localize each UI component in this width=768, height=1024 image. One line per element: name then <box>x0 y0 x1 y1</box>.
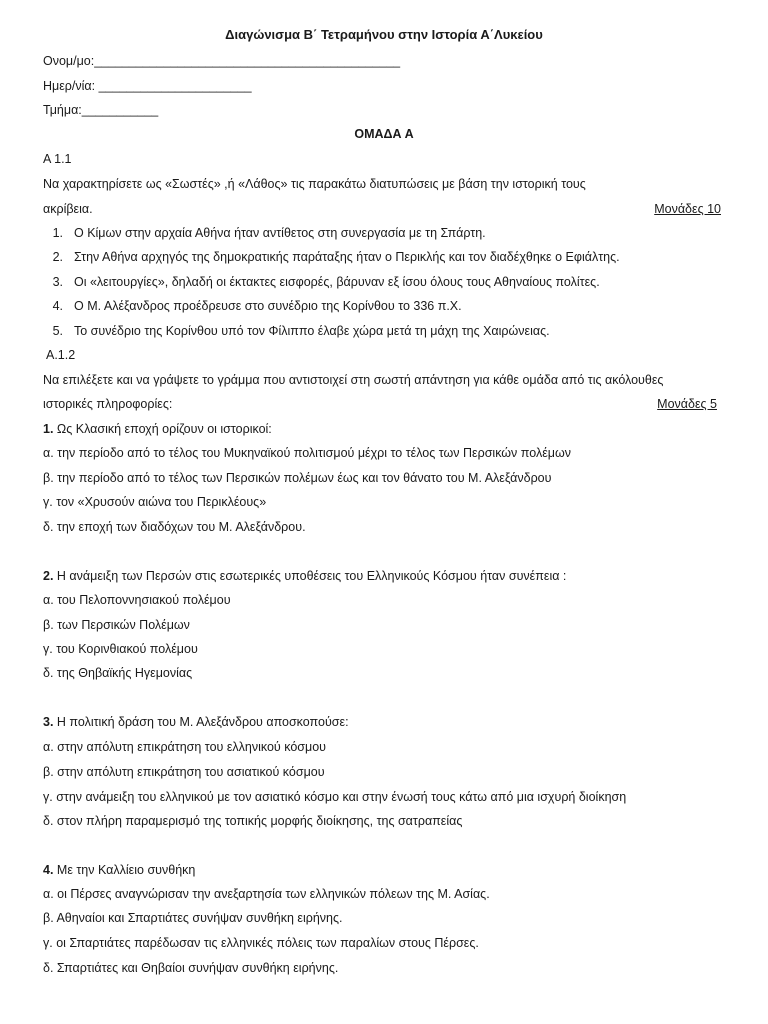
question-text: Με την Καλλίειο συνθήκη <box>53 863 196 877</box>
answer-option: δ. της Θηβαϊκής Ηγεμονίας <box>43 666 193 680</box>
item-text: Το συνέδριο της Κορίνθου υπό τον Φίλιππο έλαβε χώρα μετά τη μάχη της Χαιρώνειας. <box>74 324 550 338</box>
answer-option: α. την περίοδο από το τέλος του Μυκηναϊκού πολιτισμού μέχρι το τέλος των Περσικών πολέμων <box>43 446 571 460</box>
item-number: 5. <box>52 324 63 338</box>
item-number: 4. <box>52 299 63 313</box>
answer-option: γ. οι Σπαρτιάτες παρέδωσαν τις ελληνικές πόλεις των παραλίων στους Πέρσες. <box>43 936 479 950</box>
answer-option: δ. Σπαρτιάτες και Θηβαίοι συνήψαν συνθήκη ειρήνης. <box>43 961 339 975</box>
question-number: 4. <box>43 863 54 877</box>
answer-option: δ. την εποχή των διαδόχων του Μ. Αλεξάνδρου. <box>43 520 306 534</box>
answer-option: γ. τον «Χρυσούν αιώνα του Περικλέους» <box>43 495 267 509</box>
section-a11-label: Α 1.1 <box>43 152 72 166</box>
section-a12-instruction-line1: Να επιλέξετε και να γράψετε το γράμμα που αντιστοιχεί στη σωστή απάντηση για κάθε ομάδα από τις ακόλουθες <box>43 373 664 387</box>
group-heading: ΟΜΑΔΑ Α <box>354 127 414 141</box>
question-number: 2. <box>43 569 54 583</box>
item-text: Οι «λειτουργίες», δηλαδή οι έκτακτες εισφορές, βάρυναν εξ ίσου όλους τους Αθηναίους πολίτες. <box>74 275 600 289</box>
answer-option: β. την περίοδο από το τέλος των Περσικών πολέμων έως και τον θάνατο του Μ. Αλεξάνδρου <box>43 471 552 485</box>
answer-option: γ. του Κορινθιακού πολέμου <box>43 642 198 656</box>
section-a11-instruction-line2: ακρίβεια. <box>43 202 93 216</box>
item-number: 3. <box>52 275 63 289</box>
question-stem <box>43 862 195 878</box>
answer-option: β. στην απόλυτη επικράτηση του ασιατικού κόσμου <box>43 765 325 779</box>
section-a11-instruction-line1: Να χαρακτηρίσετε ως «Σωστές» ,ή «Λάθος» τις παρακάτω διατυπώσεις με βάση την ιστορική τους <box>43 177 586 191</box>
name-field: Ονομ/μο:____________________________________________ <box>43 54 401 68</box>
list-item <box>41 274 600 290</box>
question-number: 1. <box>43 422 54 436</box>
item-number: 2. <box>52 250 63 264</box>
question-stem <box>43 568 566 584</box>
item-text: Ο Μ. Αλέξανδρος προέδρευσε στο συνέδριο της Κορίνθου το 336 π.Χ. <box>74 299 462 313</box>
item-text: Στην Αθήνα αρχηγός της δημοκρατικής παράταξης ήταν ο Περικλής και τον διαδέχθηκε ο Εφιάλτης. <box>74 250 620 264</box>
answer-option: β. Αθηναίοι και Σπαρτιάτες συνήψαν συνθήκη ειρήνης. <box>43 911 343 925</box>
list-item <box>41 225 486 241</box>
question-text: Η ανάμειξη των Περσών στις εσωτερικές υποθέσεις του Ελληνικούς Κόσμου ήταν συνέπεια : <box>53 569 567 583</box>
question-text: Ως Κλασική εποχή ορίζουν οι ιστορικοί: <box>53 422 272 436</box>
answer-option: δ. στον πλήρη παραμερισμό της τοπικής μορφής διοίκησης, της σατραπείας <box>43 814 463 828</box>
section-a12-points: Μονάδες 5 <box>657 397 717 411</box>
answer-option: γ. στην ανάμειξη του ελληνικού με τον ασιατικό κόσμο και στην ένωσή τους κάτω από μια ισχυρή διοίκηση <box>43 790 627 804</box>
item-text: Ο Κίμων στην αρχαία Αθήνα ήταν αντίθετος στη συνεργασία με τη Σπάρτη. <box>74 226 486 240</box>
class-field: Τμήμα:___________ <box>43 103 159 117</box>
section-a11-points: Μονάδες 10 <box>654 202 721 216</box>
date-field: Ημερ/νία: ______________________ <box>43 79 252 93</box>
section-a12-label: Α.1.2 <box>46 348 76 362</box>
answer-option: β. των Περσικών Πολέμων <box>43 618 190 632</box>
question-number: 3. <box>43 715 54 729</box>
question-stem <box>43 421 272 437</box>
answer-option: α. του Πελοποννησιακού πολέμου <box>43 593 231 607</box>
item-number: 1. <box>52 226 63 240</box>
answer-option: α. στην απόλυτη επικράτηση του ελληνικού κόσμου <box>43 740 326 754</box>
question-stem <box>43 714 349 730</box>
page-title: Διαγώνισμα Β΄ Τετραμήνου στην Ιστορία Α΄Λυκείου <box>225 27 543 42</box>
question-text: Η πολιτική δράση του Μ. Αλεξάνδρου αποσκοπούσε: <box>53 715 349 729</box>
list-item <box>41 323 550 339</box>
answer-option: α. οι Πέρσες αναγνώρισαν την ανεξαρτησία των ελληνικών πόλεων της Μ. Ασίας. <box>43 887 490 901</box>
list-item <box>41 298 462 314</box>
section-a12-instruction-line2: ιστορικές πληροφορίες: <box>43 397 173 411</box>
list-item <box>41 249 620 265</box>
